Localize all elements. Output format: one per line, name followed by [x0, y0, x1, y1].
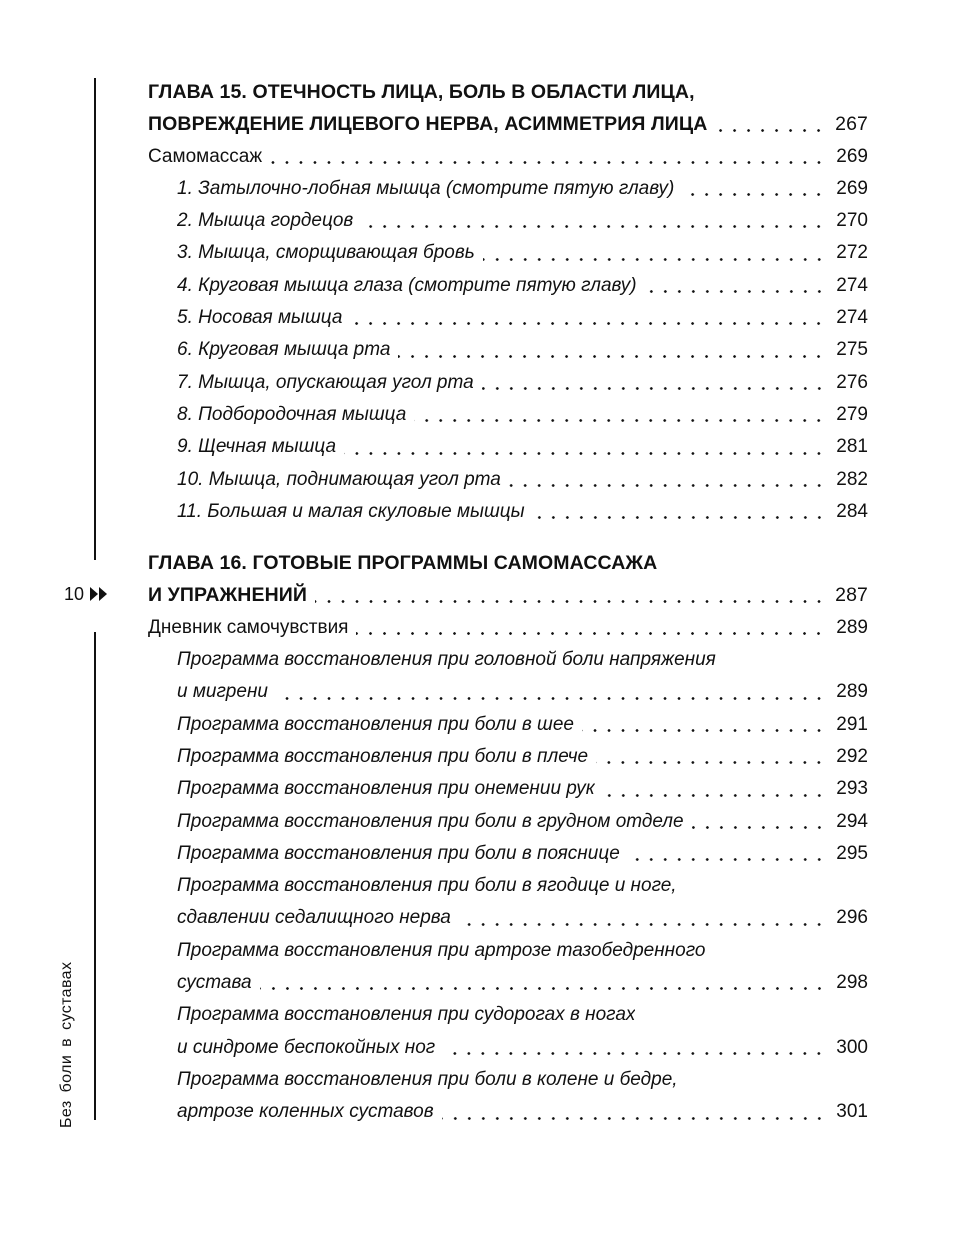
toc-item-title: 7. Мышца, опускающая угол рта	[177, 371, 474, 393]
leader-dots	[596, 761, 826, 764]
toc-item-title: Программа восстановления при онемении рук	[177, 778, 595, 800]
toc-item-list	[148, 173, 868, 528]
leader-dots	[414, 419, 826, 422]
running-title-word: Без	[58, 1100, 75, 1128]
toc-item[interactable]	[148, 838, 868, 870]
toc-section[interactable]	[148, 612, 868, 644]
toc-item-title: 11. Большая и малая скуловые мышцы	[177, 500, 525, 522]
leader-dots	[270, 161, 826, 164]
page-ref: 270	[836, 210, 868, 232]
toc-item-title: 4. Круговая мышца глаза (смотрите пятую главу)	[177, 274, 637, 296]
toc-item-title: 2. Мышца гордецов	[177, 210, 354, 232]
page-ref: 269	[836, 145, 868, 167]
toc-item-title: 10. Мышца, поднимающая угол рта	[177, 468, 501, 490]
page-ref: 275	[836, 339, 868, 361]
running-title	[58, 962, 76, 1128]
page-ref: 293	[836, 778, 868, 800]
page-number-block	[64, 583, 108, 605]
page-ref: 284	[836, 500, 868, 522]
chapter-heading-line[interactable]	[148, 108, 868, 140]
running-title-word: суставах	[58, 961, 75, 1030]
toc-item[interactable]	[148, 773, 868, 805]
toc-item-title: 3. Мышца, сморщивающая бровь	[177, 242, 475, 264]
chapter-16	[148, 547, 868, 1128]
leader-dots	[361, 225, 826, 228]
leader-dots	[692, 826, 826, 829]
leader-dots	[350, 322, 826, 325]
toc-item[interactable]	[148, 709, 868, 741]
leader-dots	[443, 1052, 826, 1055]
page-ref: 300	[836, 1036, 868, 1058]
page-ref: 296	[836, 907, 868, 929]
leader-dots	[459, 923, 826, 926]
chapter-15	[148, 76, 868, 528]
leader-dots	[442, 1117, 826, 1120]
toc-item-title: Программа восстановления при боли в ягодице и ноге,	[177, 875, 677, 897]
toc-item[interactable]	[148, 806, 868, 838]
section-title: Дневник самочувствия	[148, 616, 349, 638]
leader-dots	[260, 987, 826, 990]
leader-dots	[398, 355, 826, 358]
page-number: 10	[64, 584, 85, 604]
chapter-heading-text: ГЛАВА 15. ОТЕЧНОСТЬ ЛИЦА, БОЛЬ В ОБЛАСТИ ЛИЦА,	[148, 81, 695, 103]
toc-item-title: и синдроме беспокойных ног	[177, 1036, 436, 1058]
page-ref: 282	[836, 468, 868, 490]
page-ref: 274	[836, 307, 868, 329]
leader-dots	[482, 387, 826, 390]
leader-dots	[483, 258, 826, 261]
toc-item-line[interactable]	[148, 1064, 868, 1096]
toc-item[interactable]	[148, 1032, 868, 1064]
toc-item-title: Программа восстановления при боли в плече	[177, 745, 589, 767]
running-title-word: в	[58, 1037, 75, 1047]
toc-item[interactable]	[148, 173, 868, 205]
margin-rule-bottom	[94, 632, 96, 1120]
page-ref: 289	[836, 616, 868, 638]
chapter-heading-line[interactable]	[148, 579, 868, 611]
toc-item[interactable]	[148, 496, 868, 528]
page-ref: 274	[836, 274, 868, 296]
leader-dots	[276, 697, 826, 700]
toc-item-list	[148, 644, 868, 1128]
toc-item-title: Программа восстановления при судорогах в ногах	[177, 1004, 636, 1026]
chapter-heading-text: ПОВРЕЖДЕНИЕ ЛИЦЕВОГО НЕРВА, АСИММЕТРИЯ ЛИЦА	[148, 113, 708, 136]
leader-dots	[315, 600, 826, 603]
toc-item-title: 8. Подбородочная мышца	[177, 403, 407, 425]
page-ref: 295	[836, 842, 868, 864]
toc-item[interactable]	[148, 431, 868, 463]
toc-item-title: 9. Щечная мышца	[177, 436, 337, 458]
leader-dots	[533, 516, 826, 519]
toc-item-title: 5. Носовая мышца	[177, 307, 343, 329]
page-ref: 301	[836, 1101, 868, 1123]
page-ref: 276	[836, 371, 868, 393]
toc-item-title: Программа восстановления при боли в шее	[177, 713, 574, 735]
toc-item-title: 6. Круговая мышца рта	[177, 339, 391, 361]
toc-item[interactable]	[148, 302, 868, 334]
leader-dots	[628, 858, 826, 861]
toc-item[interactable]	[148, 1096, 868, 1128]
toc-item[interactable]	[148, 205, 868, 237]
toc-item-title: 1. Затылочно-лобная мышца (смотрите пятую главу)	[177, 177, 675, 199]
toc-item-title: сдавлении седалищного нерва	[177, 907, 451, 929]
page-ref: 289	[836, 681, 868, 703]
toc-item-line[interactable]	[148, 644, 868, 676]
page-ref: 291	[836, 713, 868, 735]
toc-item-title: Программа восстановления при боли в колене и бедре,	[177, 1068, 678, 1090]
toc-item[interactable]	[148, 676, 868, 708]
double-arrow-icon	[90, 587, 108, 601]
toc-item[interactable]	[148, 902, 868, 934]
chapter-heading-text: И УПРАЖНЕНИЙ	[148, 584, 307, 607]
toc-item-line[interactable]	[148, 999, 868, 1031]
toc-item[interactable]	[148, 741, 868, 773]
toc-item[interactable]	[148, 334, 868, 366]
toc-item-title: Программа восстановления при головной боли напряжения	[177, 649, 716, 671]
toc-item-title: сустава	[177, 972, 252, 994]
chapter-heading-text: ГЛАВА 16. ГОТОВЫЕ ПРОГРАММЫ САМОМАССАЖА	[148, 552, 658, 575]
toc-item-title: Программа восстановления при боли в пояснице	[177, 842, 620, 864]
leader-dots	[582, 729, 826, 732]
leader-dots	[682, 193, 826, 196]
page-ref: 269	[836, 177, 868, 199]
toc-item-title: Программа восстановления при боли в грудном отделе	[177, 810, 684, 832]
leader-dots	[509, 484, 826, 487]
page-ref: 272	[836, 242, 868, 264]
toc-item-line[interactable]	[148, 870, 868, 902]
page-ref: 267	[835, 113, 868, 136]
toc-item[interactable]	[148, 237, 868, 269]
toc-item[interactable]	[148, 367, 868, 399]
chapter-heading-line	[148, 76, 868, 108]
toc-item-title: артрозе коленных суставов	[177, 1101, 434, 1123]
toc-item-line[interactable]	[148, 935, 868, 967]
chapter-heading-line	[148, 547, 868, 579]
page-ref: 287	[835, 584, 868, 607]
toc-item-title: Программа восстановления при артрозе тазобедренного	[177, 939, 706, 961]
toc-section[interactable]	[148, 141, 868, 173]
page-ref: 292	[836, 745, 868, 767]
page-ref: 281	[836, 436, 868, 458]
toc-item[interactable]	[148, 967, 868, 999]
leader-dots	[344, 452, 826, 455]
toc-item[interactable]	[148, 270, 868, 302]
leader-dots	[603, 794, 826, 797]
table-of-contents	[148, 76, 868, 1129]
page-ref: 279	[836, 403, 868, 425]
page-ref: 294	[836, 810, 868, 832]
leader-dots	[715, 129, 826, 132]
toc-item-title: и мигрени	[177, 681, 268, 703]
leader-dots	[356, 632, 826, 635]
page-ref: 298	[836, 972, 868, 994]
section-title: Самомассаж	[148, 145, 263, 167]
running-title-word: боли	[58, 1054, 75, 1093]
leader-dots	[645, 290, 826, 293]
toc-item[interactable]	[148, 464, 868, 496]
margin-rule-top	[94, 78, 96, 560]
toc-item[interactable]	[148, 399, 868, 431]
